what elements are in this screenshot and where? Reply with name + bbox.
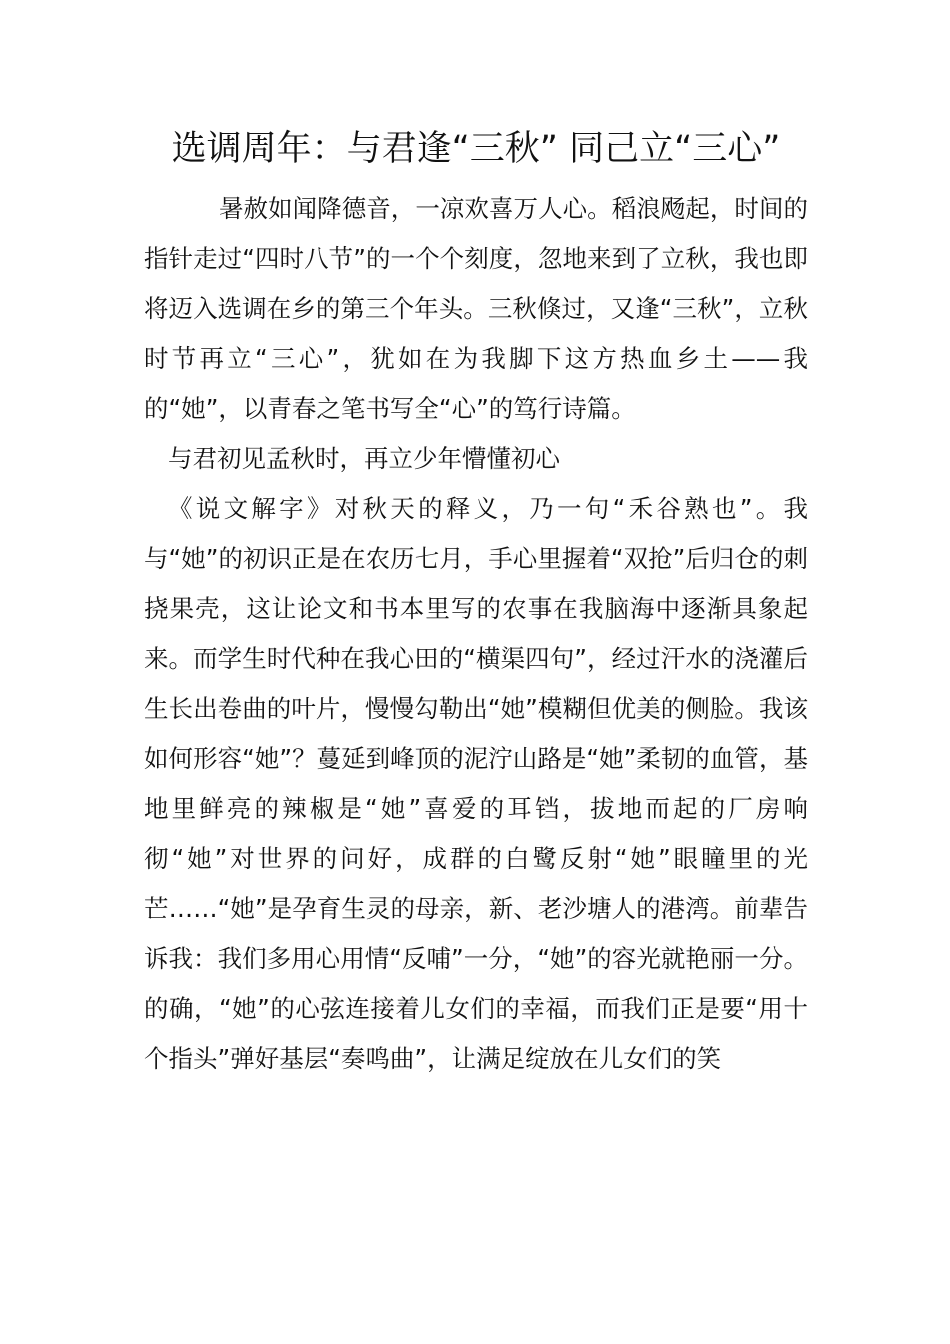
document-content xyxy=(144,124,808,1084)
document-title: 选调周年：与君逢“三秋” 同己立“三心” xyxy=(171,129,781,169)
document-body xyxy=(144,184,808,1084)
section-heading: 与君初见孟秋时，再立少年懵懂初心 xyxy=(168,444,560,473)
paragraph-section-body: 《说文解字》对秋天的释义，乃一句“禾谷熟也”。我与“她”的初识正是在农历七月，手心里握着“双抢”后归仓的刺挠果壳，这让论文和书本里写的农事在我脑海中逐渐具象起来。而学生时代种在我心田的“横渠四句”，经过汗水的浇灌后生长出卷曲的叶片，慢慢勾勒出“她”模糊但优美的侧脸。我该如何形容“她”？蔓延到峰顶的泥泞山路是“她”柔韧的血管，基地里鲜亮的辣椒是“她”喜爱的耳铛，拔地而起的厂房响彻“她”对世界的问好，成群的白鹭反射“她”眼瞳里的光芒……“她”是孕育生灵的母亲，新、老沙塘人的港湾。前辈告诉我：我们多用心用情“反哺”一分，“她”的容光就艳丽一分。的确，“她”的心弦连接着儿女们的幸福，而我们正是要“用十个指头”弹好基层“奏鸣曲”，让满足绽放在儿女们的笑 xyxy=(144,494,808,1073)
paragraph-intro: 暑赦如闻降德音，一凉欢喜万人心。稻浪飏起，时间的指针走过“四时八节”的一个个刻度，忽地来到了立秋，我也即将迈入选调在乡的第三个年头。三秋倏过，又逢“三秋”，立秋时节再立“三心”，犹如在为我脚下这方热血乡土——我的“她”，以青春之笔书写全“心”的笃行诗篇。 xyxy=(144,194,808,423)
